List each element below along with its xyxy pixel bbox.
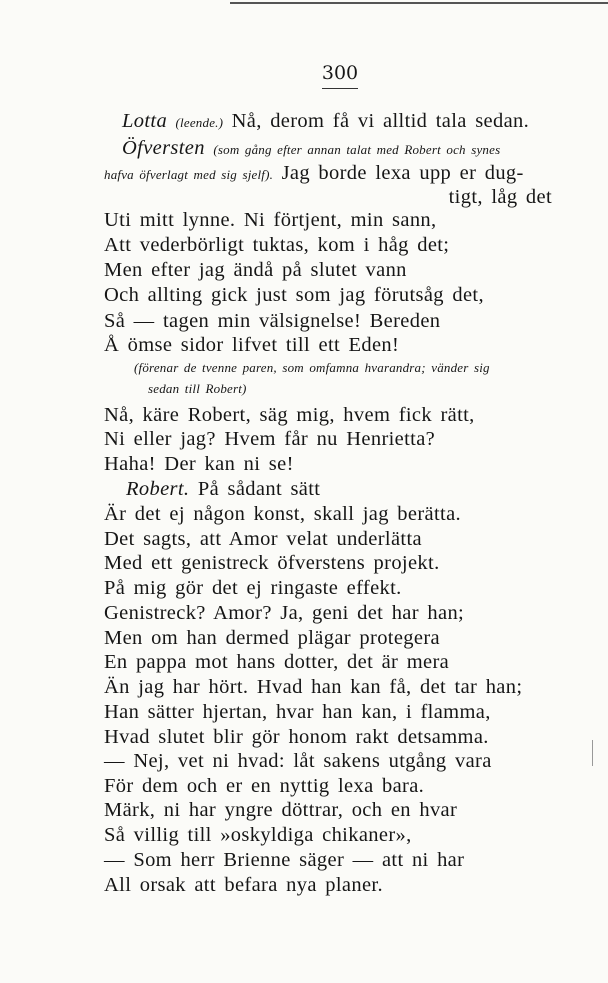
verse-line: — Nej, vet ni hvad: låt sakens utgång vara <box>104 750 492 772</box>
verse-line: Han sätter hjertan, hvar han kan, i flamma, <box>104 701 491 723</box>
verse-line: All orsak att befara nya planer. <box>104 874 383 896</box>
verse-line: Genistreck? Amor? Ja, geni det har han; <box>104 602 465 624</box>
verse-line-speaker <box>122 137 500 160</box>
verse-line: Å ömse sidor lifvet till ett Eden! <box>104 334 400 356</box>
speaker-name: Öfversten <box>122 137 205 159</box>
verse-line: En pappa mot hans dotter, det är mera <box>104 651 450 673</box>
verse-line: Med ett genistreck öfverstens projekt. <box>104 552 440 574</box>
verse-line: Så villig till »oskyldiga chikaner», <box>104 824 412 846</box>
verse-line: Märk, ni har yngre döttrar, och en hvar <box>104 799 458 821</box>
verse-line: Men om han dermed plägar protegera <box>104 627 440 649</box>
verse-line-speaker <box>122 110 529 133</box>
stage-direction: (som gång efter annan talat med Robert och synes <box>213 142 501 157</box>
verse-line: Att vederbörligt tuktas, kom i håg det; <box>104 234 450 256</box>
verse-line: Det sagts, att Amor velat underlätta <box>104 528 422 550</box>
verse-line: För dem och er en nyttig lexa bara. <box>104 775 425 797</box>
verse-line: Haha! Der kan ni se! <box>104 453 294 475</box>
verse-line: — Som herr Brienne säger — att ni har <box>104 849 465 871</box>
verse-line: Nå, käre Robert, säg mig, hvem fick rätt, <box>104 404 475 426</box>
verse-line: Än jag har hört. Hvad han kan få, det tar han; <box>104 676 523 698</box>
verse-line: På mig gör det ej ringaste effekt. <box>104 577 402 599</box>
speaker-name: Robert. <box>126 478 190 500</box>
verse-line: Ni eller jag? Hvem får nu Henrietta? <box>104 428 436 450</box>
top-border-line <box>230 2 608 4</box>
verse-line: Men efter jag ändå på slutet vann <box>104 259 407 281</box>
verse-line <box>104 162 524 185</box>
verse-line: Hvad slutet blir gör honom rakt detsamma. <box>104 726 489 748</box>
stage-direction: hafva öfverlagt med sig sjelf). <box>104 167 274 182</box>
stage-direction: sedan till Robert) <box>148 381 247 396</box>
verse-text: Jag borde lexa upp er dug- <box>281 162 524 184</box>
stage-direction: (leende.) <box>175 115 224 130</box>
verse-line: Och allting gick just som jag förutsåg det, <box>104 284 484 306</box>
speaker-name: Lotta <box>122 110 168 132</box>
stage-direction: (förenar de tvenne paren, som omfamna hvarandra; vänder sig <box>134 360 490 375</box>
verse-line-speaker <box>126 478 320 501</box>
page-number-rule <box>322 88 358 89</box>
page-number: 300 <box>321 62 359 84</box>
verse-text: Nå, derom få vi alltid tala sedan. <box>231 110 530 132</box>
verse-line: Så — tagen min välsignelse! Bereden <box>104 310 441 332</box>
verse-line: Är det ej någon konst, skall jag berätta. <box>104 503 461 525</box>
verse-line: Uti mitt lynne. Ni förtjent, min sann, <box>104 209 437 231</box>
verse-text: På sådant sätt <box>197 478 321 500</box>
scan-artifact-mark <box>592 740 593 766</box>
verse-line: tigt, låg det <box>448 186 552 208</box>
